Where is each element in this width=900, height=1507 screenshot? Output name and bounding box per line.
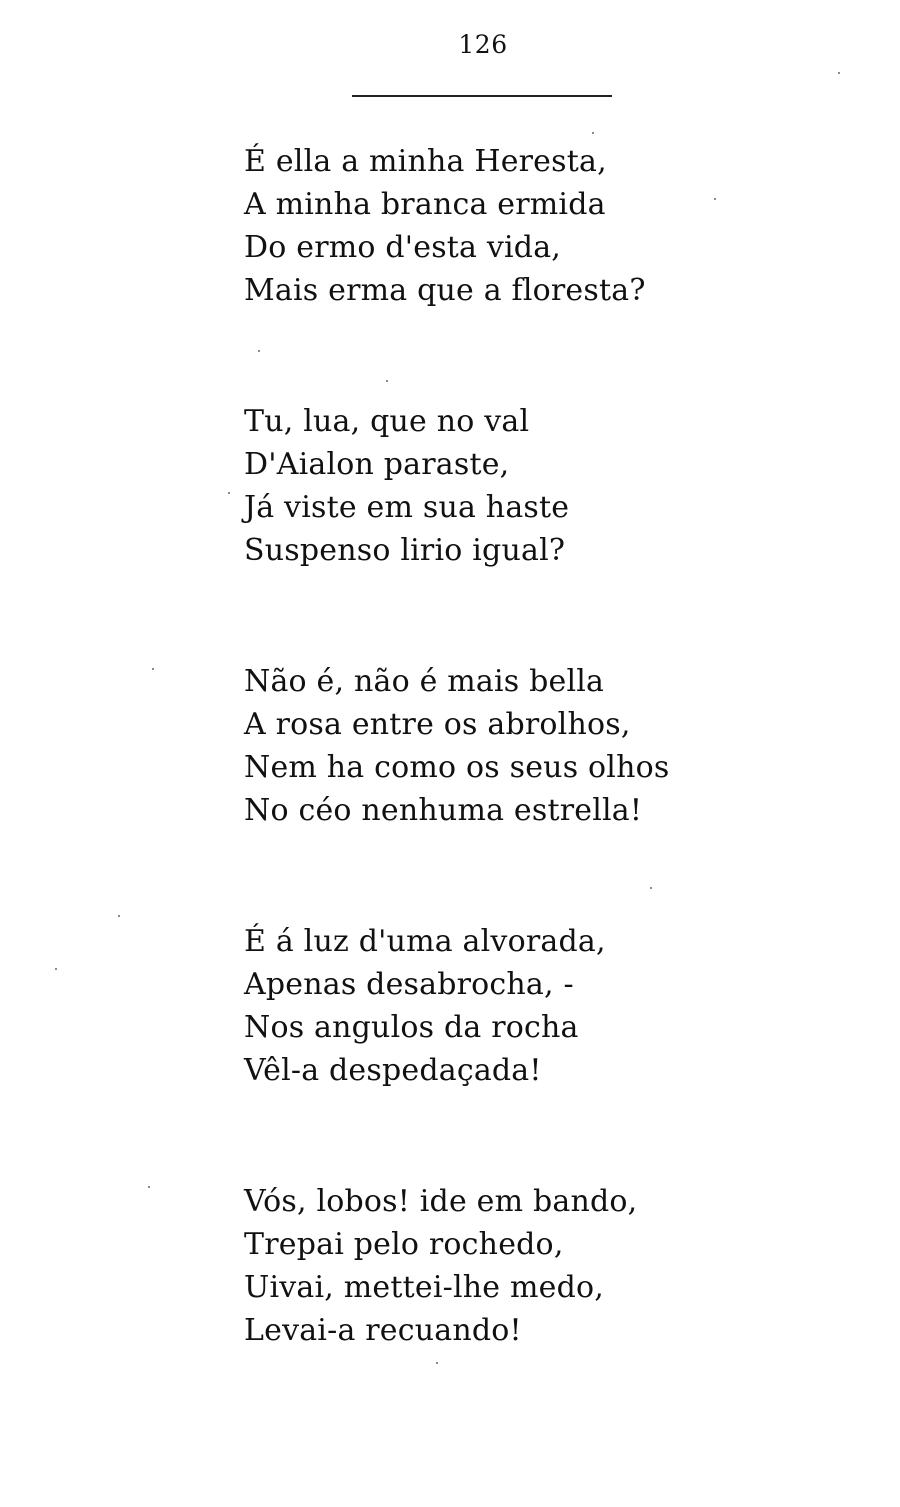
- verse-line: A minha branca ermida: [244, 187, 606, 222]
- scan-speck: [118, 915, 120, 917]
- verse-line: Mais erma que a floresta?: [244, 273, 646, 308]
- verse-line: Trepai pelo rochedo,: [244, 1227, 564, 1262]
- page-number: 126: [458, 30, 508, 59]
- scan-speck: [386, 380, 388, 382]
- stanza-3: [244, 660, 864, 920]
- scan-speck: [592, 132, 594, 134]
- header-rule: [352, 95, 612, 97]
- scan-speck: [436, 1362, 438, 1364]
- verse-line: No céo nenhuma estrella!: [244, 793, 643, 828]
- poem: [244, 140, 864, 1440]
- verse-line: Não é, não é mais bella: [244, 664, 605, 699]
- verse-line: Vós, lobos! ide em bando,: [244, 1184, 638, 1219]
- scan-speck: [228, 492, 230, 494]
- scan-speck: [650, 887, 652, 889]
- verse-line: Vêl-a despedaçada!: [244, 1053, 542, 1088]
- verse-line: Uivai, mettei-lhe medo,: [244, 1270, 604, 1305]
- verse-line: Suspenso lirio igual?: [244, 533, 566, 568]
- stanza-5: [244, 1180, 864, 1440]
- verse-line: Do ermo d'esta vida,: [244, 230, 562, 265]
- verse-line: A rosa entre os abrolhos,: [244, 707, 631, 742]
- stanza-2: [244, 400, 864, 660]
- scan-speck: [258, 350, 260, 352]
- scan-speck: [838, 72, 840, 74]
- verse-line: Nos angulos da rocha: [244, 1010, 579, 1045]
- verse-line: É ella a minha Heresta,: [244, 144, 607, 179]
- verse-line: É á luz d'uma alvorada,: [244, 924, 606, 959]
- verse-line: Tu, lua, que no val: [244, 404, 530, 439]
- scan-speck: [152, 668, 154, 670]
- stanza-4: [244, 920, 864, 1180]
- scan-speck: [55, 968, 57, 970]
- verse-line: Nem ha como os seus olhos: [244, 750, 670, 785]
- verse-line: Já viste em sua haste: [244, 490, 570, 525]
- stanza-1: [244, 140, 864, 400]
- verse-line: Levai-a recuando!: [244, 1313, 522, 1348]
- verse-line: D'Aialon paraste,: [244, 447, 510, 482]
- scan-speck: [148, 1186, 150, 1188]
- scan-speck: [714, 198, 716, 200]
- verse-line: Apenas desabrocha, -: [244, 967, 574, 1002]
